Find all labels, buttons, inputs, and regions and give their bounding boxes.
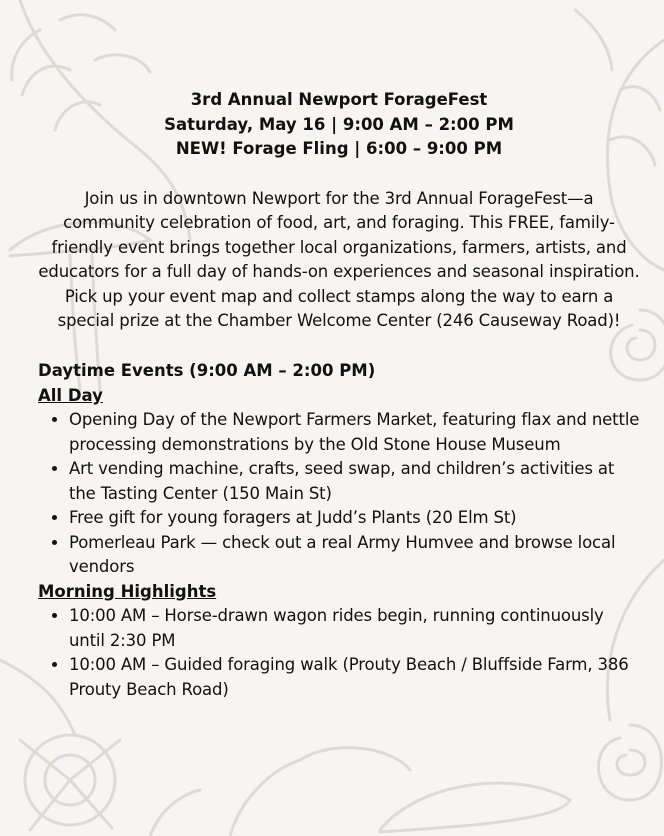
intro-paragraph: Join us in downtown Newport for the 3rd Annual ForageFest—a community celebration of food, art, and foraging. This FREE, family-friendly event brings together local organizations, farmers, artists, and educators for a full day of hands-on experiences and seasonal inspiration. Pick up your event map and collect stamps along the way to earn a special prize at the Chamber Welcome Center (246 Causeway Road)! <box>38 188 640 331</box>
list-item: • 10:00 AM – Guided foraging walk (Prouty Beach / Bluffside Farm, 386 Prouty Beach Road) <box>69 653 640 702</box>
event-date-line: Saturday, May 16 | 9:00 AM – 2:00 PM <box>164 114 514 134</box>
list-item: • Pomerleau Park — check out a real Army Humvee and browse local vendors <box>69 531 640 580</box>
list-item: • Free gift for young foragers at Judd’s Plants (20 Elm St) <box>69 506 640 531</box>
list-item: • Opening Day of the Newport Farmers Market, featuring flax and nettle processing demonstrations by the Old Stone House Museum <box>69 408 640 457</box>
event-header <box>38 88 640 162</box>
forage-fling-line: NEW! Forage Fling | 6:00 – 9:00 PM <box>175 139 503 158</box>
daytime-events-title: Daytime Events (9:00 AM – 2:00 PM) <box>38 361 376 381</box>
morning-highlights-heading: Morning Highlights <box>38 581 217 601</box>
event-title: 3rd Annual Newport ForageFest <box>190 90 488 109</box>
list-item: • Art vending machine, crafts, seed swap, and children’s activities at the Tasting Center (150 Main St) <box>69 457 640 506</box>
morning-highlights-list <box>38 604 640 702</box>
all-day-list <box>38 408 640 580</box>
all-day-heading: All Day <box>38 385 103 405</box>
flyer-content <box>38 88 640 702</box>
list-item: • 10:00 AM – Horse-drawn wagon rides begin, running continuously until 2:30 PM <box>69 604 640 653</box>
